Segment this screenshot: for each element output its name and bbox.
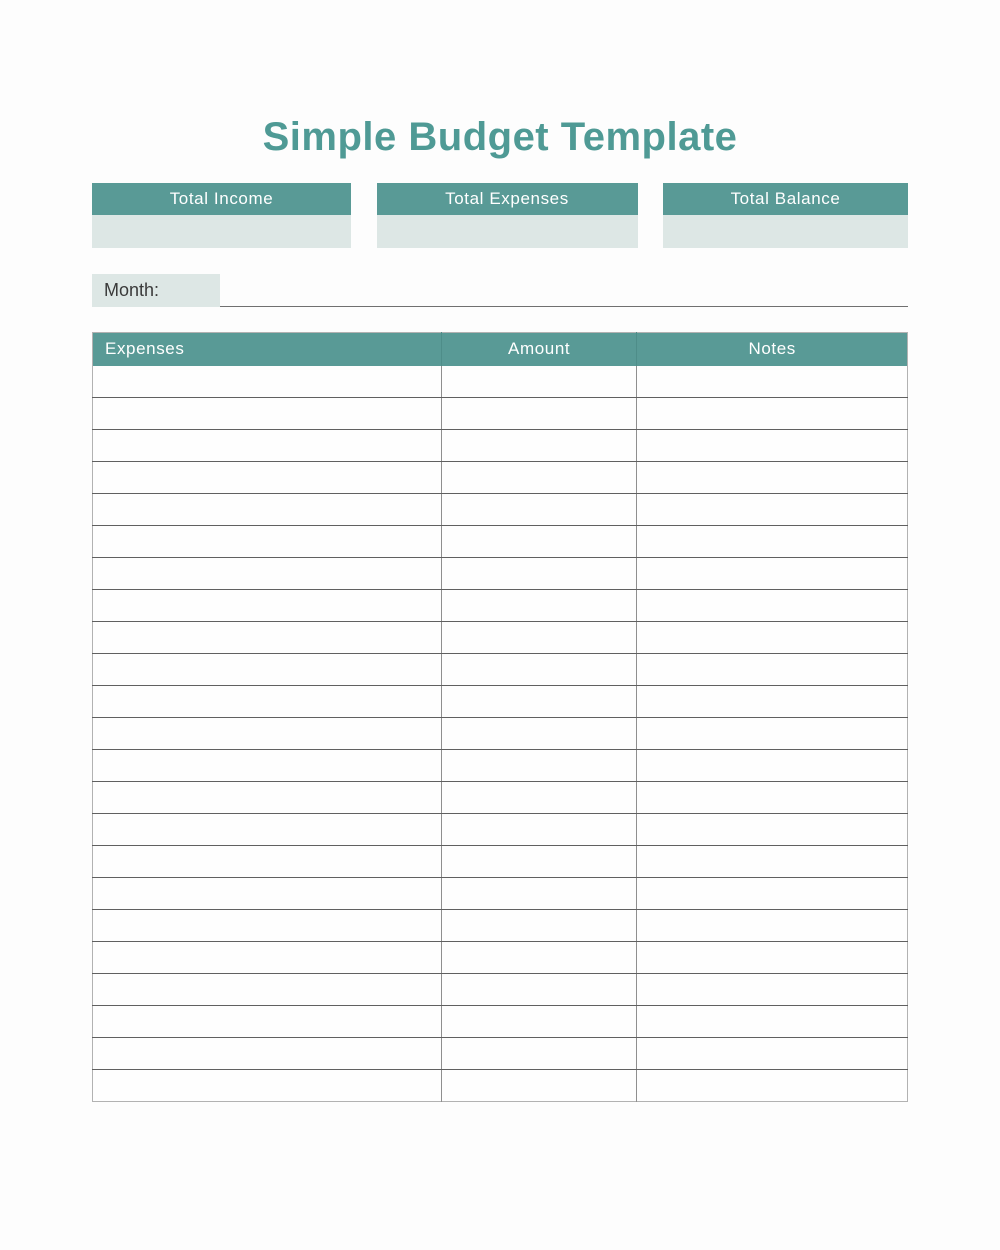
table-cell-expenses[interactable] [93,398,442,430]
table-cell-amount[interactable] [441,846,637,878]
column-header-amount: Amount [441,333,637,366]
table-row [93,366,908,398]
table-cell-amount[interactable] [441,430,637,462]
table-cell-notes[interactable] [637,1006,908,1038]
month-label: Month: [92,274,220,307]
table-cell-amount[interactable] [441,974,637,1006]
table-cell-notes[interactable] [637,846,908,878]
table-cell-expenses[interactable] [93,494,442,526]
table-cell-expenses[interactable] [93,558,442,590]
page-title: Simple Budget Template [262,115,738,159]
table-cell-expenses[interactable] [93,366,442,398]
table-cell-amount[interactable] [441,782,637,814]
table-row [93,686,908,718]
table-cell-notes[interactable] [637,494,908,526]
table-cell-expenses[interactable] [93,430,442,462]
table-cell-notes[interactable] [637,782,908,814]
table-cell-amount[interactable] [441,590,637,622]
table-cell-expenses[interactable] [93,462,442,494]
table-cell-expenses[interactable] [93,814,442,846]
table-cell-notes[interactable] [637,398,908,430]
table-row [93,974,908,1006]
column-header-notes: Notes [637,333,908,366]
summary-box-total-expenses [377,183,638,248]
table-cell-notes[interactable] [637,1070,908,1102]
table-row [93,718,908,750]
table-row [93,878,908,910]
summary-box-total-income [92,183,351,248]
table-cell-expenses[interactable] [93,974,442,1006]
table-cell-expenses[interactable] [93,1006,442,1038]
table-cell-amount[interactable] [441,526,637,558]
table-cell-notes[interactable] [637,878,908,910]
table-cell-notes[interactable] [637,430,908,462]
total-balance-header: Total Balance [663,183,908,215]
table-cell-amount[interactable] [441,718,637,750]
total-expenses-header: Total Expenses [377,183,638,215]
month-value-field[interactable] [220,274,908,307]
table-cell-amount[interactable] [441,366,637,398]
table-cell-amount[interactable] [441,1038,637,1070]
total-balance-value-field[interactable] [663,215,908,248]
table-cell-expenses[interactable] [93,686,442,718]
table-cell-amount[interactable] [441,558,637,590]
table-cell-amount[interactable] [441,622,637,654]
summary-box-total-balance [663,183,908,248]
table-cell-amount[interactable] [441,878,637,910]
expense-table [92,332,908,1102]
table-cell-notes[interactable] [637,718,908,750]
table-row [93,526,908,558]
summary-row [92,183,908,248]
table-cell-expenses[interactable] [93,622,442,654]
table-cell-amount[interactable] [441,814,637,846]
table-cell-amount[interactable] [441,942,637,974]
table-row [93,846,908,878]
table-cell-expenses[interactable] [93,718,442,750]
table-cell-amount[interactable] [441,1006,637,1038]
expense-table-header [93,333,908,366]
table-cell-notes[interactable] [637,622,908,654]
table-row [93,782,908,814]
table-cell-expenses[interactable] [93,782,442,814]
table-cell-notes[interactable] [637,1038,908,1070]
table-cell-amount[interactable] [441,398,637,430]
table-cell-expenses[interactable] [93,942,442,974]
table-cell-expenses[interactable] [93,590,442,622]
table-cell-notes[interactable] [637,558,908,590]
table-cell-notes[interactable] [637,590,908,622]
total-income-value-field[interactable] [92,215,351,248]
table-row [93,654,908,686]
table-row [93,398,908,430]
header-row [93,333,908,366]
table-row [93,750,908,782]
table-cell-notes[interactable] [637,910,908,942]
table-row [93,1070,908,1102]
table-cell-amount[interactable] [441,1070,637,1102]
table-cell-expenses[interactable] [93,654,442,686]
total-income-header: Total Income [92,183,351,215]
table-row [93,942,908,974]
expense-table-body [93,366,908,1102]
table-cell-expenses[interactable] [93,1070,442,1102]
table-cell-amount[interactable] [441,686,637,718]
table-row [93,494,908,526]
table-cell-notes[interactable] [637,654,908,686]
table-cell-amount[interactable] [441,910,637,942]
table-cell-expenses[interactable] [93,846,442,878]
table-cell-amount[interactable] [441,750,637,782]
table-row [93,1006,908,1038]
table-row [93,558,908,590]
table-row [93,462,908,494]
table-row [93,910,908,942]
table-cell-expenses[interactable] [93,1038,442,1070]
table-row [93,622,908,654]
table-cell-amount[interactable] [441,494,637,526]
table-cell-notes[interactable] [637,974,908,1006]
table-row [93,590,908,622]
table-cell-notes[interactable] [637,462,908,494]
total-expenses-value-field[interactable] [377,215,638,248]
table-cell-notes[interactable] [637,526,908,558]
table-row [93,814,908,846]
table-row [93,1038,908,1070]
table-cell-notes[interactable] [637,814,908,846]
table-cell-expenses[interactable] [93,526,442,558]
table-cell-notes[interactable] [637,686,908,718]
table-cell-notes[interactable] [637,942,908,974]
month-row [92,274,908,307]
table-cell-notes[interactable] [637,366,908,398]
table-cell-amount[interactable] [441,462,637,494]
table-cell-amount[interactable] [441,654,637,686]
table-row [93,430,908,462]
table-cell-expenses[interactable] [93,750,442,782]
table-cell-notes[interactable] [637,750,908,782]
table-cell-expenses[interactable] [93,878,442,910]
table-cell-expenses[interactable] [93,910,442,942]
column-header-expenses: Expenses [93,333,442,366]
